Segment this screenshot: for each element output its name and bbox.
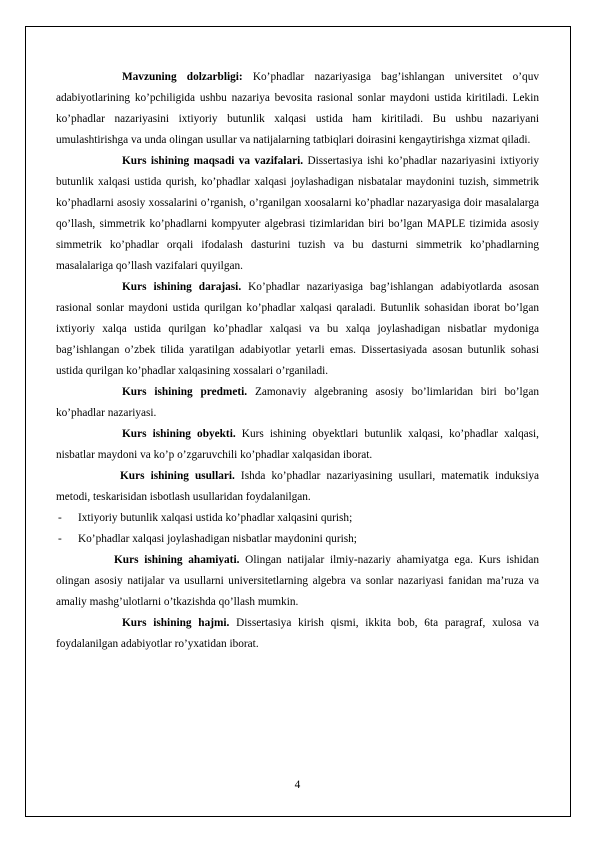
paragraph-goals (56, 151, 539, 277)
paragraph-volume (56, 613, 539, 655)
text-methods: Ishda ko’phadlar nazariyasining usullari, matematik induksiya metodi, teskarisidan isbotlash usullaridan foydalanilgan. (56, 470, 539, 503)
heading-goals: Kurs ishining maqsadi va vazifalari. (122, 155, 304, 167)
heading-volume: Kurs ishining hajmi. (122, 617, 230, 629)
bullet-dash: - (58, 512, 62, 524)
document-body (56, 67, 539, 655)
heading-object: Kurs ishining obyekti. (122, 428, 236, 440)
heading-level: Kurs ishining darajasi. (122, 281, 242, 293)
paragraph-methods (56, 466, 539, 508)
text-goals: Dissertasiya ishi ko’phadlar nazariyasini ixtiyoriy butunlik xalqasi ustida qurish, ko’phadlar xalqasi joylashadigan nisbatalar maydonini tuzish, simmetrik ko’phadlarni asosiy xossalarini o’rganish, o’rganilgan xoosalarni ko’phadlar nazaryasiga doir masalalarga qo’llash, simmetrik ko’phadlarni kompyuter algebrasi tizimlaridan biri bo’lgan MAPLE tizimida asosiy simmetrik ko’phadlar orqali ifodalash dasturini tuzish va bu dasturni simmetrik ko’phadlarning masalalariga qo’llash vazifalari quyilgan. (56, 155, 540, 272)
text-subject: Zamonaviy algebraning asosiy bo’limlaridan biri bo’lgan ko’phadlar nazariyasi. (56, 386, 539, 419)
heading-relevance: Mavzuning dolzarbligi: (122, 71, 243, 83)
paragraph-object (56, 424, 539, 466)
text-relevance: Ko’phadlar nazariyasiga bag’ishlangan universitet o’quv adabiyotlarining ko’pchiligida ushbu nazariya bevosita rasional sonlar maydoni ustida kiritiladi. Lekin ko’phadlar nazariyasini ixtiyoriy butunlik xalqasi ustida ham kiritiladi. Bu ushbu nazariyani umulashtirishga va unda olingan usullar va natijalarning tatbiqlari doirasini kengaytirishga xizmat qiladi. (56, 71, 539, 146)
list-item (56, 508, 539, 529)
heading-importance: Kurs ishining ahamiyati. (114, 554, 240, 566)
text-importance: Olingan natijalar ilmiy-nazariy ahamiyatga ega. Kurs ishidan olingan asosiy natijalar va usullarni universitetlarning algebra va sonlar nazariyasi fanidan ma’ruza va amaliy mashg’ulotlarni o’tkazishda qo’llash mumkin. (56, 554, 539, 608)
page-number: 4 (294, 779, 301, 791)
list-item-text: Ko’phadlar xalqasi joylashadigan nisbatlar maydonini qurish; (78, 533, 357, 545)
text-volume: Dissertasiya kirish qismi, ikkita bob, 6ta paragraf, xulosa va foydalanilgan adabiyotlar ro’yxatidan iborat. (56, 617, 539, 650)
text-level: Ko’phadlar nazariyasiga bag’ishlangan adabiyotlarda asosan rasional sonlar maydoni ustida qurilgan ko’phadlar xalqasi qaraladi. Butunlik sohasidan iborat bo’lgan ixtiyoriy xalqa ustida qurilgan ko’phadlar xalqasi va bu xalqa joylashadigan nisbatlar mydoniga bag’ishlangan o’zbek tilida yaratilgan adabiyotlar yetarli emas. Dissertasiyada asosan butunlik sohasi ustida qurilgan ko’phadlar xalqasining xossalari o’rganiladi. (56, 281, 539, 377)
paragraph-relevance (56, 67, 539, 151)
paragraph-level (56, 277, 539, 382)
list-item-text: Ixtiyoriy butunlik xalqasi ustida ko’phadlar xalqasini qurish; (78, 512, 353, 524)
heading-methods: Kurs ishining usullari. (120, 470, 235, 482)
heading-subject: Kurs ishining predmeti. (122, 386, 248, 398)
paragraph-subject (56, 382, 539, 424)
paragraph-importance (56, 550, 539, 613)
list-item (56, 529, 539, 550)
text-object: Kurs ishining obyektlari butunlik xalqasi, ko’phadlar xalqasi, nisbatlar maydoni va ko’p o’zgaruvchili ko’phadlar xalqasidan iborat. (56, 428, 539, 461)
bullet-dash: - (58, 533, 62, 545)
